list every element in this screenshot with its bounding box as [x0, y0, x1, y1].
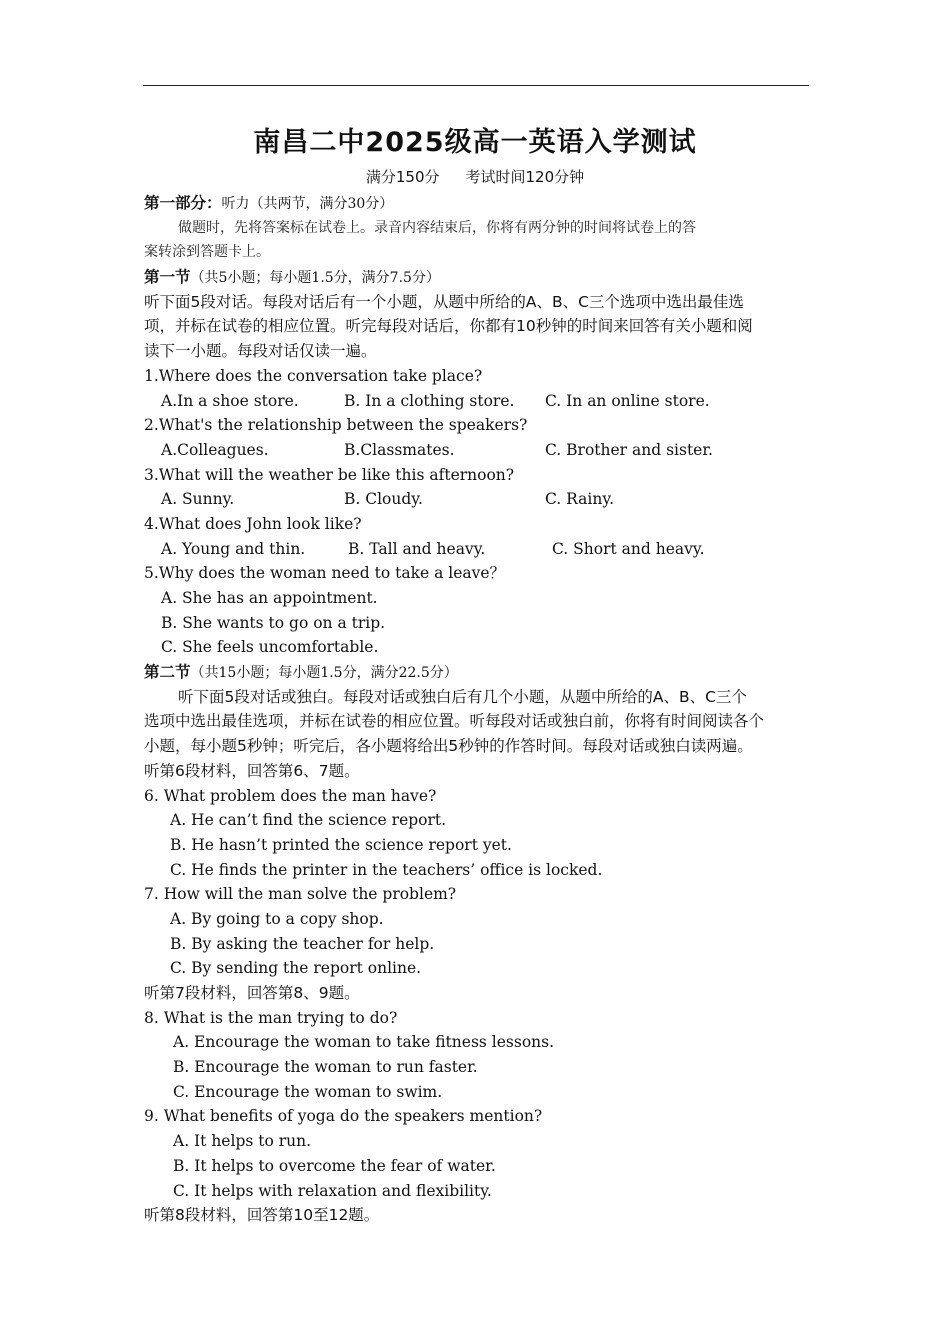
question-5-option-c: C. She feels uncomfortable.	[161, 638, 379, 657]
question-7-option-c: C. By sending the report online.	[170, 959, 422, 978]
question-3-options	[144, 487, 824, 512]
question-6: 6. What problem does the man have?	[144, 786, 437, 805]
question-9-option-a: A. It helps to run.	[173, 1132, 312, 1151]
question-2: 2.What's the relationship between the speakers?	[144, 416, 528, 435]
question-9-option-b: B. It helps to overcome the fear of water.	[173, 1156, 496, 1175]
exam-info	[0, 166, 950, 187]
question-7-option-a: A. By going to a copy shop.	[170, 909, 384, 928]
option-a: A.Colleagues.	[161, 440, 269, 459]
option-a: A.In a shoe store.	[161, 391, 299, 410]
question-6-option-b: B. He hasn’t printed the science report yet.	[170, 835, 512, 854]
option-a: A. Sunny.	[161, 490, 235, 509]
question-5: 5.Why does the woman need to take a leave？	[144, 564, 506, 583]
option-b: B. Cloudy.	[344, 490, 423, 509]
full-score: 满分150分	[365, 168, 440, 186]
part1-instruction-1: 做题时，先将答案标在试卷上。录音内容结束后，你将有两分钟的时间将试卷上的答	[178, 219, 696, 236]
part1-instruction-2: 案转涂到答题卡上。	[144, 244, 270, 261]
exam-time: 考试时间120分钟	[465, 168, 585, 186]
option-c: C. Brother and sister.	[545, 440, 713, 459]
question-1-options	[144, 389, 824, 414]
question-9: 9. What benefits of yoga do the speakers mention?	[144, 1107, 543, 1126]
option-c: C. In an online store.	[545, 391, 710, 410]
option-c: C. Rainy.	[545, 490, 614, 509]
material-6-heading: 听第6段材料，回答第6、7题。	[144, 761, 360, 780]
section1-intro-1: 听下面5段对话。每段对话后有一个小题，从题中所给的A、B、C三个选项中选出最佳选	[144, 292, 744, 311]
question-5-option-b: B. She wants to go on a trip.	[161, 613, 386, 632]
material-7-heading: 听第7段材料，回答第8、9题。	[144, 984, 360, 1002]
option-b: B.Classmates.	[344, 440, 455, 459]
top-rule	[143, 85, 809, 86]
part1-heading: 第一部分：听力（共两节，满分30分）	[144, 194, 394, 212]
section1-heading: 第一节（共5小题；每小题1.5分，满分7.5分）	[144, 268, 440, 287]
question-4-options	[144, 537, 824, 562]
question-4: 4.What does John look like?	[144, 514, 362, 533]
option-b: B. Tall and heavy.	[348, 539, 486, 558]
option-a: A. Young and thin.	[161, 539, 306, 558]
question-8-option-b: B. Encourage the woman to run faster.	[173, 1058, 478, 1077]
question-2-options	[144, 438, 824, 463]
section2-intro-2: 选项中选出最佳选项，并标在试卷的相应位置。听每段对话或独白前，你将有时间阅读各个	[144, 712, 765, 731]
question-1: 1.Where does the conversation take place?	[144, 366, 483, 385]
question-8-option-a: A. Encourage the woman to take fitness lessons.	[173, 1033, 555, 1052]
section2-intro-3: 小题，每小题5秒钟；听完后，各小题将给出5秒钟的作答时间。每段对话或独白读两遍。	[144, 737, 753, 756]
question-7: 7. How will the man solve the problem?	[144, 885, 457, 904]
question-8-option-c: C. Encourage the woman to swim.	[173, 1082, 443, 1101]
question-3: 3.What will the weather be like this afternoon?	[144, 465, 515, 484]
question-5-option-a: A. She has an appointment.	[161, 589, 378, 607]
question-6-option-a: A. He can’t find the science report.	[170, 811, 447, 830]
section1-intro-3: 读下一小题。每段对话仅读一遍。	[144, 342, 377, 361]
section1-intro-2: 项，并标在试卷的相应位置。听完每段对话后，你都有10秒钟的时间来回答有关小题和阅	[144, 317, 753, 336]
question-9-option-c: C. It helps with relaxation and flexibility.	[173, 1181, 492, 1200]
exam-content	[144, 191, 824, 1228]
page-title: 南昌二中2025级高一英语入学测试	[253, 127, 697, 158]
section2-intro-1: 听下面5段对话或独白。每段对话或独白后有几个小题，从题中所给的A、B、C三个	[178, 687, 747, 706]
section2-heading: 第二节（共15小题；每小题1.5分，满分22.5分）	[144, 663, 458, 682]
option-b: B. In a clothing store.	[344, 391, 515, 410]
question-6-option-c: C. He finds the printer in the teachers’ office is locked.	[170, 860, 603, 879]
option-c: C. Short and heavy.	[552, 539, 705, 558]
material-8-heading: 听第8段材料，回答第10至12题。	[144, 1206, 380, 1225]
question-8: 8. What is the man trying to do?	[144, 1008, 398, 1027]
question-7-option-b: B. By asking the teacher for help.	[170, 934, 435, 953]
